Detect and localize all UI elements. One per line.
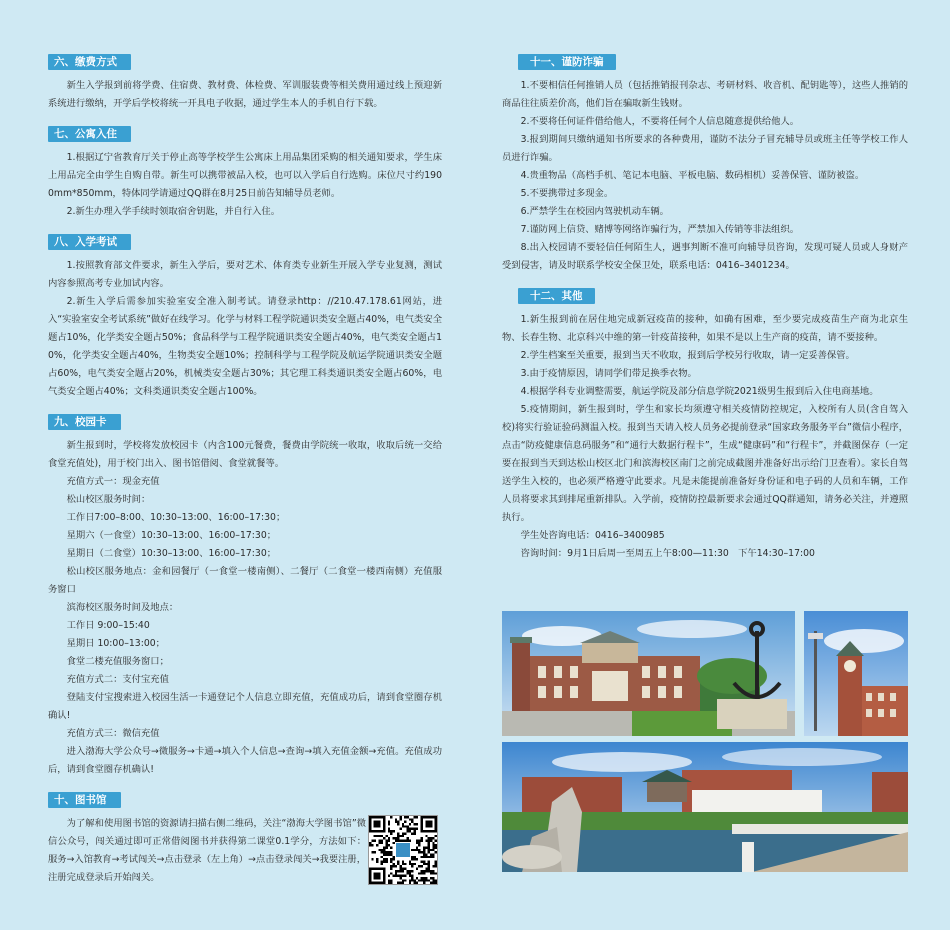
paragraph: 工作日7:00–8:00、10:30–13:00、16:00–17:30； bbox=[66, 512, 286, 523]
section-header: 十、图书馆 bbox=[48, 792, 121, 808]
section-header: 十二、其他 bbox=[518, 288, 595, 304]
paragraph: 2.新生入学后需参加实验室安全准入制考试。请登录http：//210.47.178.61网站，进入“实验室安全考试系统”做好在线学习。化学与材料工程学院通识类安全题占40%，电气类安全题占10%，化学类安全题占50%；食品科学与工程学院通识类安全题占40%，电气类安全题占10%，化学类安全题占40%，生物类安全题10%；控制科学与工程学院及航运学院通识类安全题占60%，电气类安全题占20%，机械类安全题占30%；其它理工科类通识类安全题占60%，电气类安全题占40%；文科类通识类安全题占100%。 bbox=[48, 296, 443, 397]
section-dormitory bbox=[48, 122, 442, 221]
campus-building-photo bbox=[502, 611, 795, 736]
paragraph: 新生入学报到前将学费、住宿费、教材费、体检费、军训服装费等相关费用通过线上预迎新系统进行缴纳，开学后学校将统一开具电子收据，通过学生本人的手机自行下载。 bbox=[48, 80, 442, 109]
paragraph: 新生报到时，学校将发放校园卡（内含100元餐费，餐费由学院统一收取，收取后统一交给食堂充值处)，用于校门出入、图书馆借阅、食堂就餐等。 bbox=[48, 440, 442, 469]
paragraph: 充值方式一：现金充值 bbox=[66, 476, 160, 487]
paragraph: 学生处咨询电话：0416–3400985 bbox=[520, 530, 665, 541]
paragraph: 4.贵重物品（高档手机、笔记本电脑、平板电脑、数码相机）妥善保管、谨防被盗。 bbox=[520, 170, 865, 181]
section-entrance-exam bbox=[48, 230, 442, 401]
section-header: 八、入学考试 bbox=[48, 234, 131, 250]
section-campus-card bbox=[48, 410, 442, 779]
paragraph: 5.不要携带过多现金。 bbox=[520, 188, 614, 199]
paragraph: 3.报到期间只缴纳通知书所要求的各种费用，谨防不法分子冒充辅导员或班主任等学校工作人员进行诈骗。 bbox=[502, 134, 908, 163]
paragraph: 充值方式二：支付宝充值 bbox=[66, 674, 169, 685]
paragraph: 7.谨防网上信贷、赌博等网络诈骗行为，严禁加入传销等非法组织。 bbox=[520, 224, 800, 235]
left-column bbox=[48, 50, 442, 896]
paragraph: 4.根据学科专业调整需要，航运学院及部分信息学院2021级男生报到后入住电商基地。 bbox=[520, 386, 879, 397]
section-header: 七、公寓入住 bbox=[48, 126, 131, 142]
section-library bbox=[48, 788, 442, 887]
paragraph: 8.出入校园请不要轻信任何陌生人，遇事判断不准可向辅导员咨询，发现可疑人员或人身财产受到侵害，请及时联系学校安全保卫处，联系电话：0416–3401234。 bbox=[502, 242, 908, 271]
paragraph: 2.不要将任何证件借给他人，不要将任何个人信息随意提供给他人。 bbox=[520, 116, 800, 127]
paragraph: 松山校区服务地点：金和园餐厅（一食堂一楼南侧）、二餐厅（二食堂一楼西南侧）充值服务窗口 bbox=[48, 566, 442, 595]
section-header: 六、缴费方式 bbox=[48, 54, 131, 70]
section-header: 十一、谨防诈骗 bbox=[518, 54, 616, 70]
paragraph: 食堂二楼充值服务窗口； bbox=[66, 656, 169, 667]
paragraph: 2.学生档案至关重要，报到当天不收取，报到后学校另行收取，请一定妥善保管。 bbox=[520, 350, 855, 361]
qr-code-icon[interactable] bbox=[368, 815, 438, 885]
paragraph: 为了解和使用图书馆的资源请扫描右侧二维码，关注“渤海大学图书馆”微信公众号，闯关通过即可正常借阅图书并获得第二课堂0.1学分，方法如下：服务→入馆教育→考试闯关→点击登录（左上角）→点击登录闯关→我要注册，注册完成登录后开始闯关。 bbox=[48, 818, 366, 883]
paragraph: 星期日（二食堂）10:30–13:00、16:00–17:30； bbox=[66, 548, 277, 559]
paragraph: 1.按照教育部文件要求，新生入学后，要对艺术、体育类专业新生开展入学专业复测，测试内容参照高考专业加试内容。 bbox=[48, 260, 442, 289]
campus-garden-photo bbox=[502, 742, 908, 872]
paragraph: 登陆支付宝搜索进入校园生活一卡通登记个人信息立即充值，充值成功后，请到食堂圈存机确认! bbox=[48, 692, 442, 721]
paragraph: 滨海校区服务时间及地点： bbox=[66, 602, 179, 613]
paragraph: 3.由于疫情原因，请同学们带足换季衣物。 bbox=[520, 368, 697, 379]
section-other bbox=[502, 284, 908, 563]
clock-tower-photo bbox=[804, 611, 908, 736]
paragraph: 充值方式三：微信充值 bbox=[66, 728, 160, 739]
paragraph: 1.不要相信任何推销人员（包括推销报刊杂志、考研材料、收音机、配钥匙等），这些人推销的商品往往质差价高，他们旨在骗取新生钱财。 bbox=[502, 80, 908, 109]
paragraph: 星期六（一食堂）10:30–13:00、16:00–17:30； bbox=[66, 530, 277, 541]
paragraph: 松山校区服务时间： bbox=[66, 494, 151, 505]
paragraph: 星期日 10:00–13:00； bbox=[66, 638, 165, 649]
paragraph: 6.严禁学生在校园内驾驶机动车辆。 bbox=[520, 206, 669, 217]
paragraph: 2.新生办理入学手续时领取宿舍钥匙，并自行入住。 bbox=[66, 206, 280, 217]
campus-photos bbox=[502, 611, 908, 872]
right-column bbox=[502, 50, 908, 572]
paragraph: 工作日 9:00–15:40 bbox=[66, 620, 150, 631]
paragraph: 咨询时间：9月1日后周一至周五上午8:00—11:30 下午14:30–17:00 bbox=[520, 548, 815, 559]
section-header: 九、校园卡 bbox=[48, 414, 121, 430]
section-payment bbox=[48, 50, 442, 113]
paragraph: 进入渤海大学公众号→微服务→卡通→填入个人信息→查询→填入充值金额→充值。充值成功后，请到食堂圈存机确认! bbox=[48, 746, 442, 775]
library-content bbox=[48, 815, 442, 887]
paragraph: 5.疫情期间，新生报到时，学生和家长均须遵守相关疫情防控规定，入校所有人员(含自驾入校)将实行验证验码测温入校。报到当天请入校人员务必提前登录“国家政务服务平台”微信小程序，点击“防疫健康信息码服务”和“通行大数据行程卡”，生成“健康码”和“行程卡”，并截图保存（一定要在报到当天到达松山校区北门和滨海校区南门之前完成截图并准备好出示给门卫查看）。家长自驾送学生入校的，也必须严格遵守此要求。凡是未能提前准备好身份证和电子码的人员和车辆，工作人员将要求其到排尾重新排队。入学前，疫情防控最新要求会通过QQ群通知，请务必关注，并遵照执行。 bbox=[502, 404, 908, 523]
paragraph: 1.根据辽宁省教育厅关于停止高等学校学生公寓床上用品集团采购的相关通知要求，学生床上用品完全由学生自购自带。新生可以携带被品入校，也可以入学后自行选购。床位尺寸约1900mm*850mm，特体同学请通过QQ群在8月25日前告知辅导员老师。 bbox=[48, 152, 442, 199]
paragraph: 1.新生报到前在居住地完成新冠疫苗的接种，如确有困难，至少要完成疫苗生产商为北京生物、长春生物、北京科兴中维的第一针疫苗接种，如果不是以上生产商的疫苗，请不要接种。 bbox=[502, 314, 908, 343]
section-fraud-prevention bbox=[502, 50, 908, 275]
